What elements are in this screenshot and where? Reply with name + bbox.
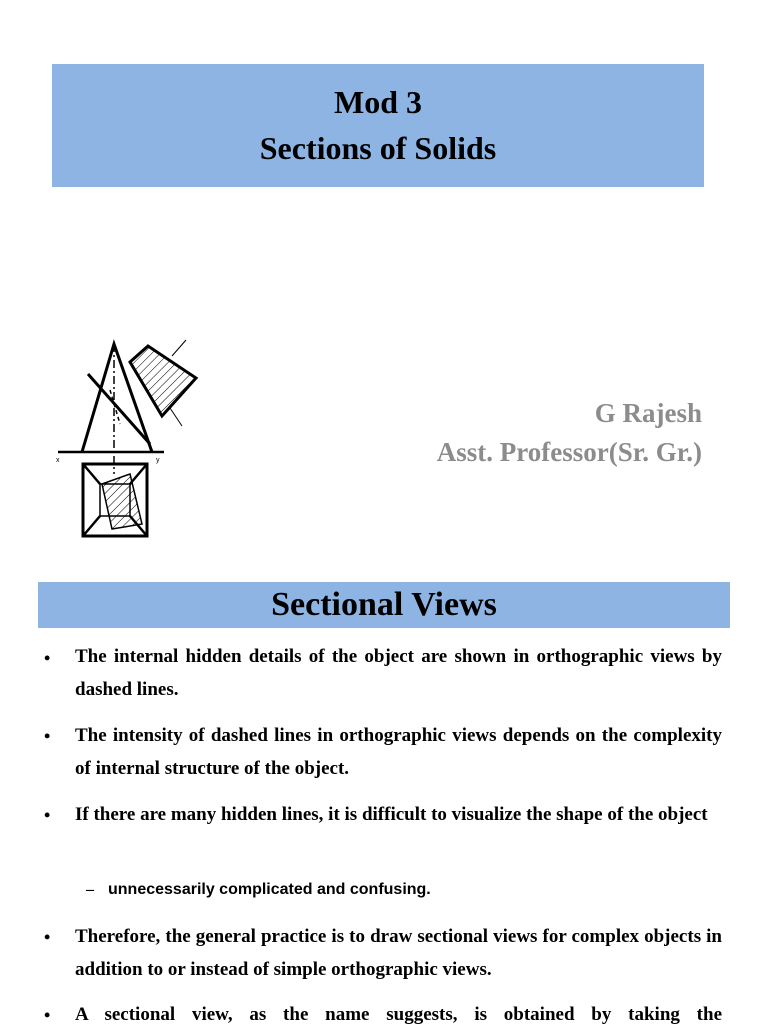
sub-bullet-item: unnecessarily complicated and confusing. <box>108 881 431 898</box>
sectional-plan-hatch <box>102 474 142 529</box>
plan-edge-2 <box>130 464 147 484</box>
title-module: Mod 3 <box>334 84 422 120</box>
cutting-plane-line <box>88 374 150 444</box>
bullet-item: The internal hidden details of the object are shown in orthographic views by dashed lines. <box>75 646 722 700</box>
author-role: Asst. Professor(Sr. Gr.) <box>436 437 702 467</box>
bullet-item: A sectional view, as the name suggests, is obtained by taking the <box>75 1004 722 1025</box>
y-label: y <box>156 457 160 464</box>
plan-edge-1 <box>83 464 100 484</box>
true-shape-section <box>130 346 196 416</box>
projector-arrow-top <box>172 340 186 356</box>
author-name: G Rajesh <box>594 398 702 428</box>
bullet-item: If there are many hidden lines, it is difficult to visualize the shape of the object <box>75 804 708 825</box>
bullet-marker: • <box>44 1005 51 1025</box>
bullet-marker: • <box>44 726 51 746</box>
title-topic: Sections of Solids <box>259 130 497 166</box>
bullet-item: Therefore, the general practice is to draw sectional views for complex objects in addition to or instead of simple orthographic views. <box>75 926 722 980</box>
section-of-pyramid-figure <box>52 334 212 544</box>
x-label: x <box>56 457 60 464</box>
projector-arrow-bottom <box>170 408 182 426</box>
bullet-marker: • <box>44 648 51 668</box>
sub-bullet-marker: – <box>86 881 94 898</box>
section-heading: Sectional Views <box>38 582 730 628</box>
plan-edge-3 <box>83 516 100 536</box>
bullet-marker: • <box>44 805 51 825</box>
title-banner <box>52 64 704 187</box>
bullet-marker: • <box>44 927 51 947</box>
bullet-item: The intensity of dashed lines in orthographic views depends on the complexity of internal structure of the object. <box>75 725 722 779</box>
